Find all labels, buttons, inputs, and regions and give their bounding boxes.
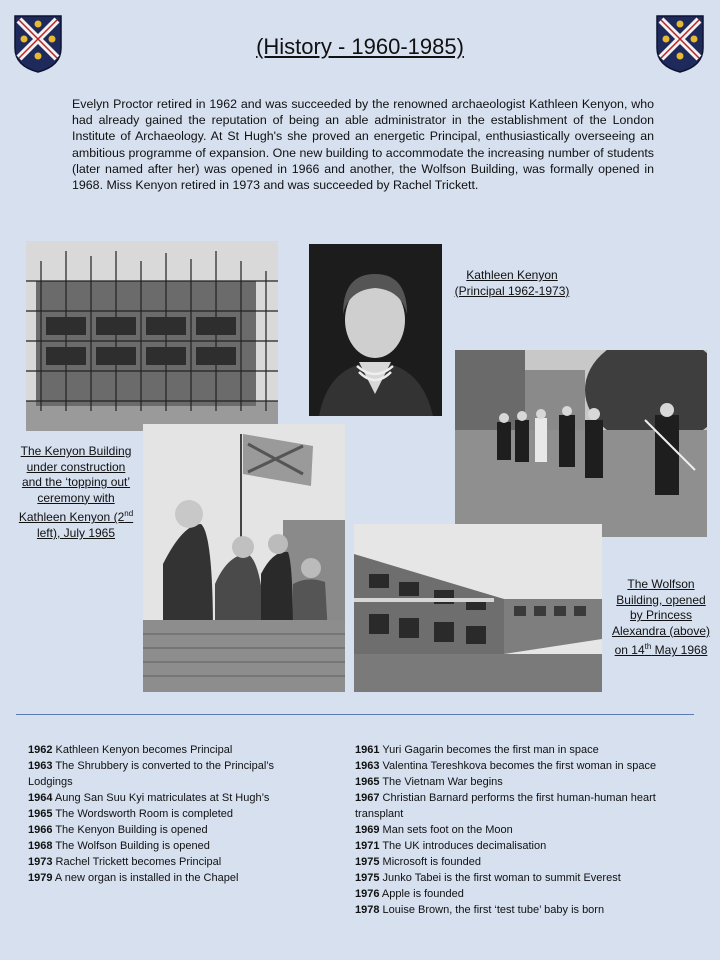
- timeline-entry: [28, 790, 314, 806]
- kathleen-kenyon-caption: [448, 268, 576, 299]
- timeline-event: A new organ is installed in the Chapel: [52, 872, 239, 884]
- timeline-year: 1963: [28, 760, 53, 772]
- timeline-entry: [355, 838, 695, 854]
- timeline-year: 1969: [355, 824, 380, 836]
- timeline-year: 1979: [28, 872, 53, 884]
- timeline-entry: [28, 870, 314, 886]
- timeline-year: 1975: [355, 856, 380, 868]
- timeline-event: Yuri Gagarin becomes the first man in space: [379, 744, 599, 756]
- timeline-year: 1967: [355, 792, 380, 804]
- timeline-event: The Wordsworth Room is completed: [52, 808, 234, 820]
- timeline-event: The Wolfson Building is opened: [52, 840, 210, 852]
- section-divider: [16, 714, 694, 715]
- timeline-year: 1966: [28, 824, 53, 836]
- caption-text-end: left), July 1965: [36, 525, 116, 540]
- timeline-year: 1963: [355, 760, 380, 772]
- page-title: (History - 1960-1985): [256, 34, 464, 59]
- timeline-event: Christian Barnard performs the first human-human heart transplant: [355, 792, 656, 820]
- caption-superscript: nd: [124, 509, 134, 519]
- timeline-event: The Vietnam War begins: [379, 776, 503, 788]
- timeline-entry: [28, 742, 314, 758]
- topping-out-ceremony-photo: [143, 424, 345, 692]
- timeline-event: The Kenyon Building is opened: [52, 824, 208, 836]
- timeline-year: 1961: [355, 744, 380, 756]
- timeline-year: 1975: [355, 872, 380, 884]
- caption-name: Kathleen Kenyon: [466, 268, 558, 282]
- kathleen-kenyon-portrait-photo: [309, 244, 442, 416]
- timeline-entry: [28, 838, 314, 854]
- caption-text-end: May 1968: [651, 643, 708, 658]
- timeline-entry: [355, 758, 695, 774]
- kenyon-building-construction-photo: [26, 241, 278, 431]
- timeline-event: Junko Tabei is the first woman to summit Everest: [379, 872, 621, 884]
- caption-text: The Wolfson Building, opened by Princess Alexandra (above) on 14: [611, 577, 711, 658]
- timeline-year: 1971: [355, 840, 380, 852]
- timeline-event: Apple is founded: [379, 888, 464, 900]
- timeline-event: Man sets foot on the Moon: [379, 824, 513, 836]
- college-timeline: [28, 742, 314, 886]
- timeline-event: Aung San Suu Kyi matriculates at St Hugh’s: [52, 792, 270, 804]
- world-timeline: [355, 742, 695, 918]
- timeline-entry: [28, 758, 314, 790]
- caption-superscript: th: [644, 642, 652, 652]
- timeline-event: Valentina Tereshkova becomes the first woman in space: [379, 760, 657, 772]
- timeline-entry: [355, 822, 695, 838]
- timeline-year: 1973: [28, 856, 53, 868]
- timeline-year: 1962: [28, 744, 53, 756]
- wolfson-building-caption: [609, 577, 713, 659]
- timeline-year: 1965: [355, 776, 380, 788]
- timeline-event: Rachel Trickett becomes Principal: [52, 856, 222, 868]
- timeline-entry: [355, 774, 695, 790]
- timeline-entry: [28, 822, 314, 838]
- timeline-year: 1976: [355, 888, 380, 900]
- timeline-entry: [355, 870, 695, 886]
- timeline-event: Louise Brown, the first ‘test tube’ baby is born: [379, 904, 605, 916]
- timeline-entry: [355, 854, 695, 870]
- wolfson-building-photo: [354, 524, 602, 692]
- caption-text: The Kenyon Building under construction and the ‘topping out’ ceremony with Kathleen Kenyon (2: [18, 444, 132, 525]
- timeline-entry: [355, 790, 695, 822]
- timeline-event: The UK introduces decimalisation: [379, 840, 547, 852]
- caption-dates: (Principal 1962-1973): [454, 283, 570, 298]
- timeline-event: Kathleen Kenyon becomes Principal: [52, 744, 233, 756]
- wolfson-opening-procession-photo: [455, 350, 707, 537]
- timeline-entry: [28, 806, 314, 822]
- timeline-event: The Shrubbery is converted to the Principal’s Lodgings: [28, 760, 275, 788]
- timeline-entry: [28, 854, 314, 870]
- timeline-entry: [355, 902, 695, 918]
- timeline-year: 1978: [355, 904, 380, 916]
- timeline-year: 1965: [28, 808, 53, 820]
- timeline-entry: [355, 742, 695, 758]
- timeline-year: 1964: [28, 792, 53, 804]
- timeline-entry: [355, 886, 695, 902]
- timeline-event: Microsoft is founded: [379, 856, 481, 868]
- kenyon-building-caption: [18, 444, 134, 542]
- timeline-year: 1968: [28, 840, 53, 852]
- intro-paragraph: Evelyn Proctor retired in 1962 and was succeeded by the renowned archaeologist Kathleen Kenyon, who had already gained the reputation of being an able administrator in the establishment of the London Institute of Archaeology. At St Hugh's she proved an energetic Principal, enthusiastically overseeing an ambitious programme of expansion. One new building to accommodate the increasing number of students (later named after her) was opened in 1966 and another, the Wolfson Building, was formally opened in 1968. Miss Kenyon retired in 1973 and was succeeded by Rachel Trickett.: [72, 97, 654, 193]
